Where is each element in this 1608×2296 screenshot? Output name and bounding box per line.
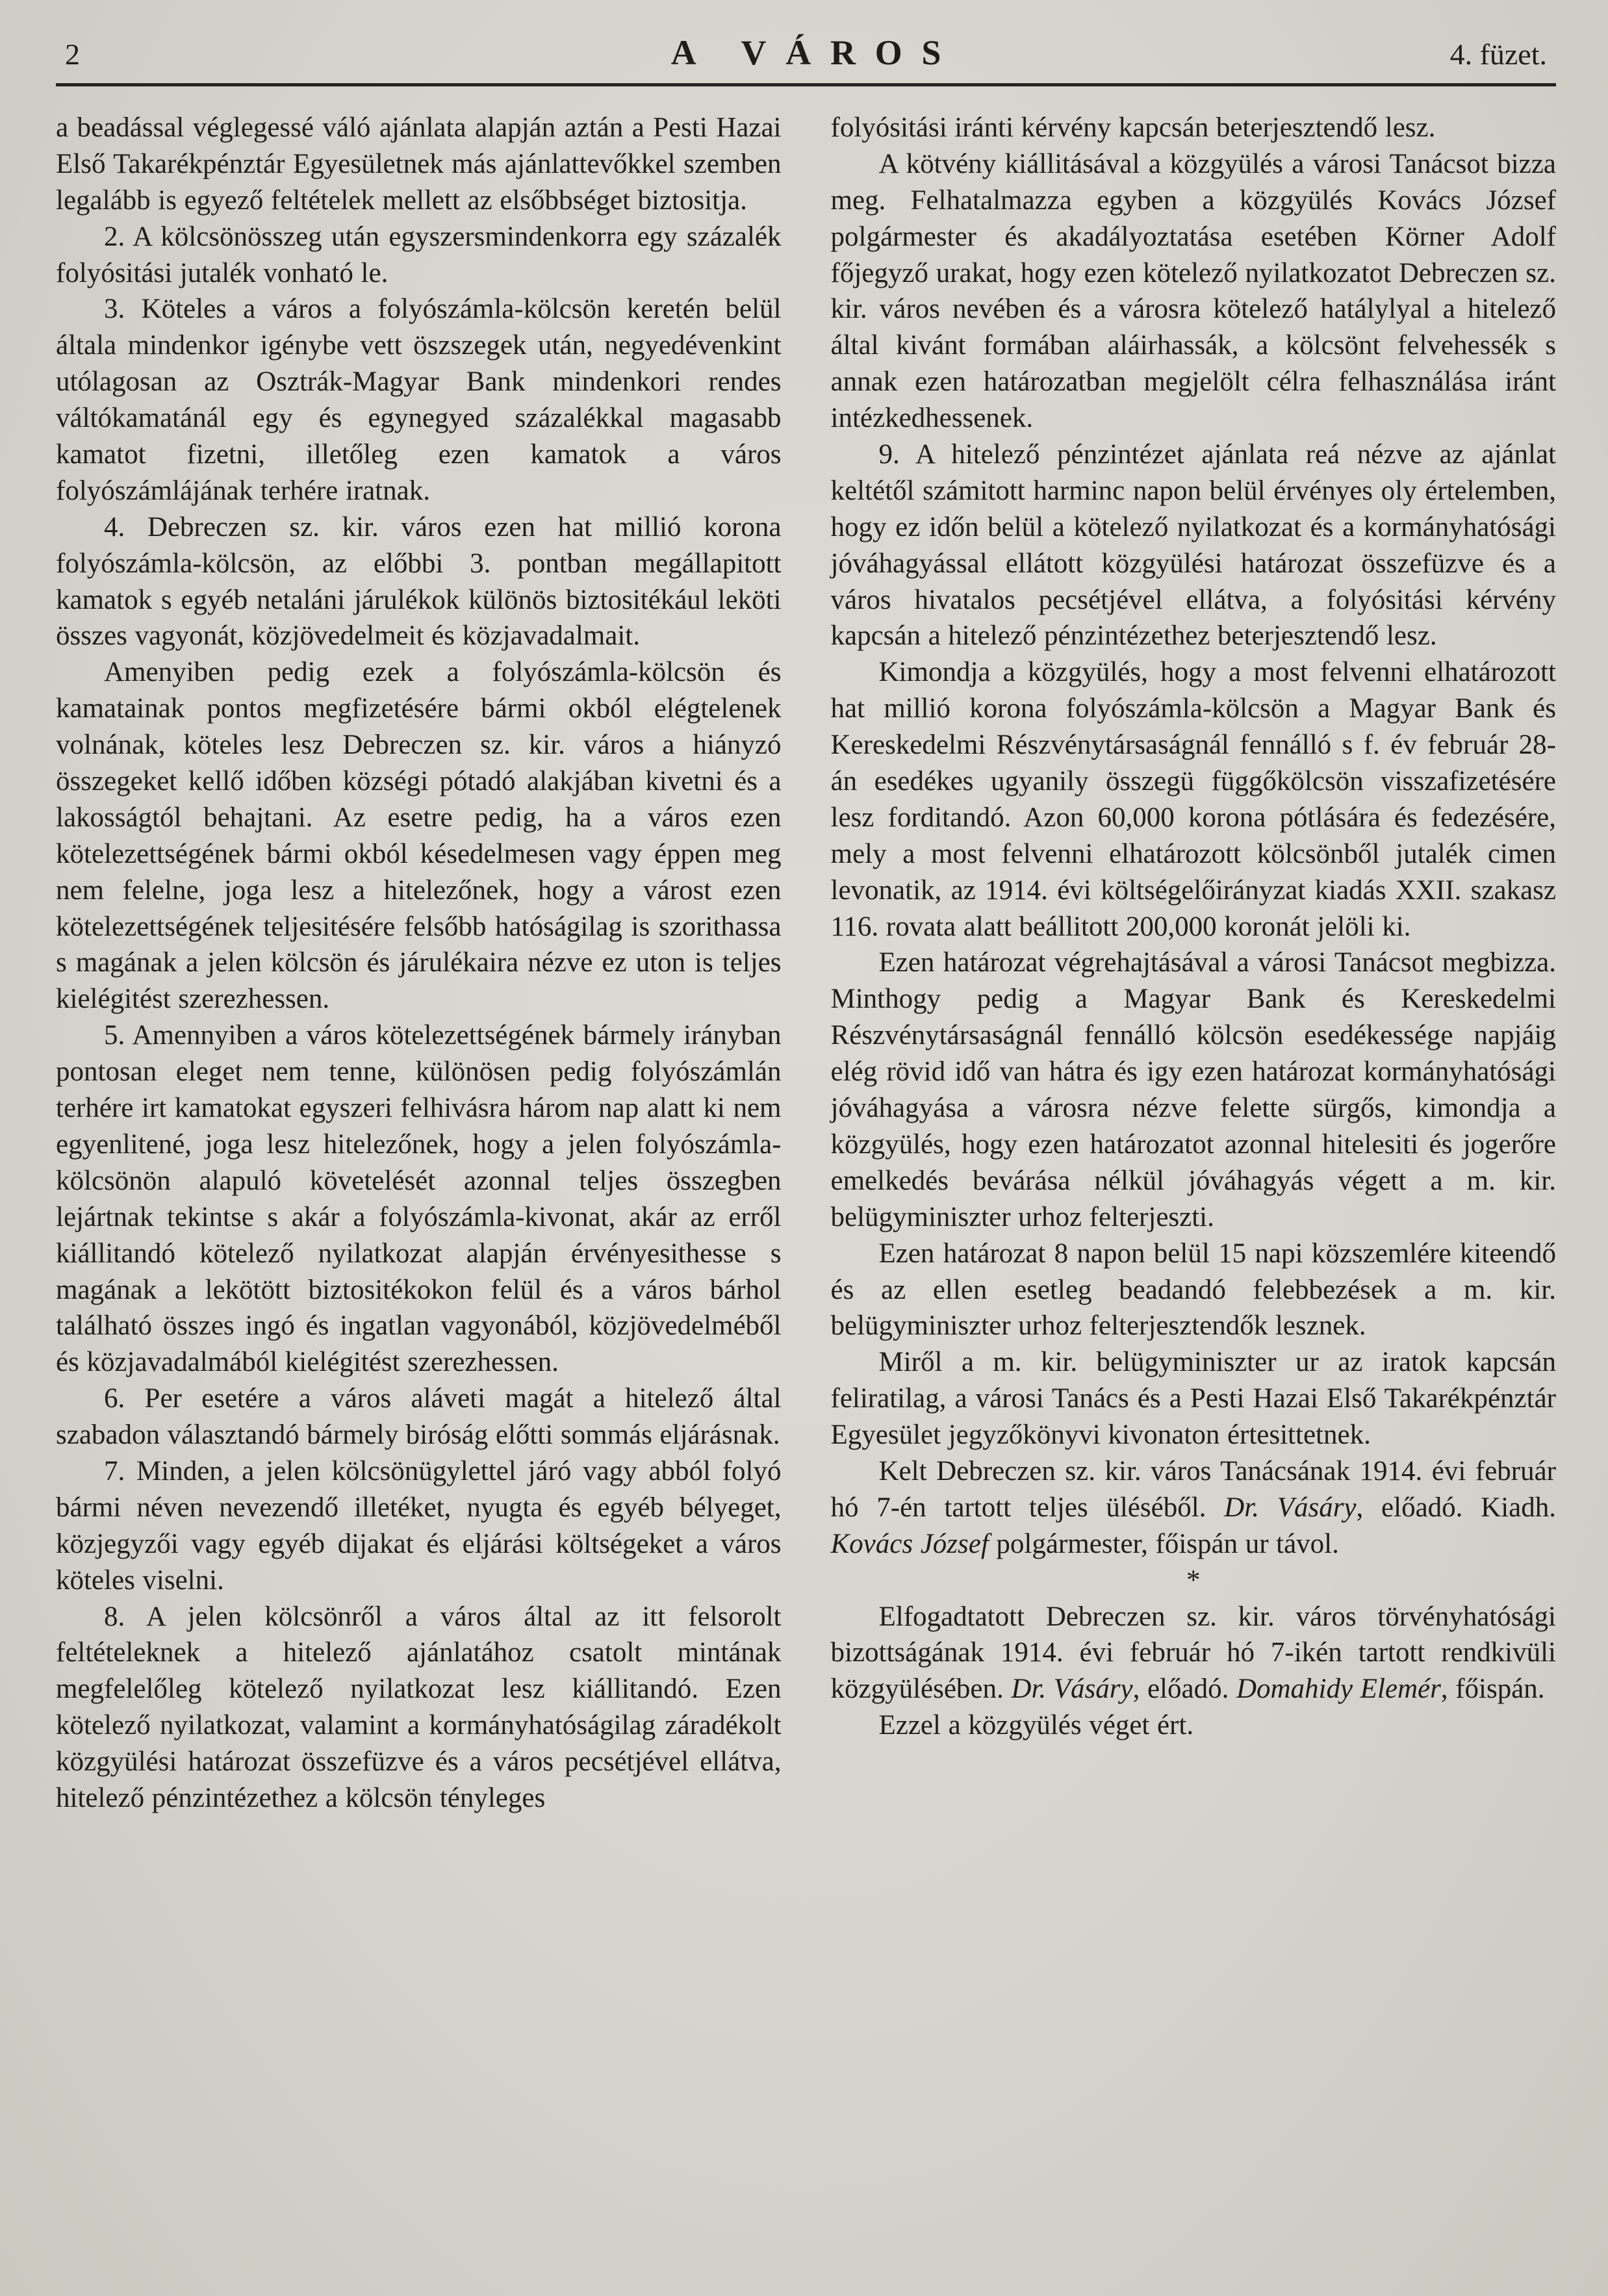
paragraph — [831, 945, 1557, 1235]
text-segment: A kötvény kiállitásával a közgyülés a városi Tanácsot bizza meg. Felhatalmazza egyben a közgyülés Kovács József polgármester és akadályoztatása esetében Körner Adolf főjegyző urakat, hogy ezen kötelező nyilatkozatot Debreczen sz. kir. város nevében és a városra kötelező hatálylyal a hitelező által kivánt formában aláirhassák, a kölcsönt felvehessék s annak ezen határozatban megjelölt célra felhasználása iránt intézkedhessenek. — [830, 148, 1556, 434]
paragraph — [56, 654, 782, 1017]
paragraph — [831, 1236, 1557, 1345]
paragraph — [56, 1599, 782, 1817]
text-segment: , főispán. — [1440, 1674, 1545, 1705]
text-segment: folyósitási iránti kérvény kapcsán beterjesztendő lesz. — [830, 112, 1436, 143]
text-columns — [56, 110, 1556, 1817]
text-segment: polgármester, főispán ur távol. — [988, 1528, 1339, 1559]
right-column — [831, 110, 1557, 1817]
text-segment: 4. Debreczen sz. kir. város ezen hat millió korona folyószámla-kölcsön, az előbbi 3. pontban megállapitott kamatok s egyéb netaláni járulékok különös biztositékául leköti összes vagyonát, közjövedelmeit és közjavadalmait. — [56, 511, 782, 652]
text-segment: Kelt Debreczen sz. kir. város Tanácsának 1914. évi február hó 7-én tartott teljes üléséből. — [830, 1455, 1556, 1523]
section-separator — [831, 1563, 1557, 1599]
text-segment: , előadó. Kiadh. — [1356, 1492, 1556, 1523]
header-rule — [56, 83, 1556, 86]
paragraph — [56, 110, 782, 219]
text-segment: Ezen határozat 8 napon belül 15 napi közszemlére kiteendő és az ellen esetleg beadandó felebbezések a m. kir. belügyminiszter urhoz felterjesztendők lesznek. — [830, 1238, 1556, 1342]
text-segment: , előadó. — [1132, 1674, 1236, 1705]
text-segment: 9. A hitelező pénzintézet ajánlata reá nézve az ajánlat keltétől számitott harminc napon belül érvényes oly értelemben, hogy ez időn belül a kötelező nyilatkozat és a kormányhatósági jóváhagyással ellátott közgyülési határozat összefüzve és a város hivatalos pecsétjével ellátva, a folyósitási kérvény kapcsán a hitelező pénzintézethez beterjesztendő lesz. — [830, 439, 1556, 652]
journal-title: A VÁROS — [670, 33, 961, 72]
paragraph — [56, 291, 782, 509]
paragraph — [56, 1453, 782, 1599]
paragraph — [56, 219, 782, 292]
italic-text-segment: Dr. Vásáry — [1224, 1492, 1357, 1523]
text-segment: 6. Per esetére a város aláveti magát a hitelező által szabadon választandó bármely biróság előtti sommás eljárásnak. — [56, 1383, 782, 1451]
paragraph — [831, 654, 1557, 945]
text-segment: Ezzel a közgyülés véget ért. — [878, 1710, 1194, 1741]
text-segment: 8. A jelen kölcsönről a város által az itt felsorolt feltételeknek a hitelező ajánlatához csatolt mintának megfelelőleg kötelező nyilatkozat lesz kiállitandó. Ezen kötelező nyilatkozat, valamint a kormányhatóságilag záradékolt közgyülési határozat összefüzve és a város pecsétjével ellátva, hitelező pénzintézethez a kölcsön tényleges — [56, 1601, 782, 1813]
text-segment: Ezen határozat végrehajtásával a városi Tanácsot megbizza. Minthogy pedig a Magyar Bank és Kereskedelmi Részvénytársaságnál fennálló kölcsön esedékessége napjáig elég rövid idő van hátra és igy ezen határozat kormányhatósági jóváhagyása a városra nézve felette sürgős, kimondja a közgyülés, hogy ezen határozatot azonnal hitelesiti és jogerőre emelkedés bevárása nélkül jóváhagyás végett a m. kir. belügyminiszter urhoz felterjeszti. — [830, 947, 1556, 1232]
text-segment: Miről a m. kir. belügyminiszter ur az iratok kapcsán feliratilag, a városi Tanács és a Pesti Hazai Első Takarékpénztár Egyesület jegyzőkönyvi kivonaton értesittetnek. — [830, 1347, 1556, 1451]
paragraph — [56, 1017, 782, 1381]
text-segment: a beadással véglegessé váló ajánlata alapján aztán a Pesti Hazai Első Takarékpénztár Egyesületnek más ajánlattevőkkel szemben legalább is egyező feltételek mellett az elsőbbséget biztositja. — [56, 112, 782, 216]
italic-text-segment: Dr. Vásáry — [1011, 1674, 1133, 1705]
text-segment: 2. A kölcsönösszeg után egyszersmindenkorra egy százalék folyósitási jutalék vonható le. — [56, 221, 782, 288]
paragraph — [56, 1381, 782, 1453]
issue-number: 4. füzet. — [1449, 38, 1547, 71]
left-column — [56, 110, 782, 1817]
paragraph — [831, 437, 1557, 654]
text-segment: * — [1186, 1564, 1201, 1596]
text-segment: 5. Amennyiben a város kötelezettségének bármely irányban pontosan eleget nem tenne, különösen pedig folyószámlán terhére irt kamatokat egyszeri felhivásra három nap alatt ki nem egyenlitené, joga lesz hitelezőnek, hogy a jelen folyószámla-kölcsönön alapuló követelését azonnal teljes összegben lejártnak tekintse s akár a folyószámla-kivonat, akár az erről kiállitandó kötelező nyilatkozat alapján érvényesithesse s magának a lekötött biztositékokon felül és a város bárhol található összes ingó és ingatlan vagyonából, közjövedelméből és közjavadalmából kielégitést szerezhessen. — [56, 1020, 782, 1378]
text-segment: 7. Minden, a jelen kölcsönügylettel járó vagy abból folyó bármi néven nevezendő illetéket, nyugta és egyéb bélyeget, közjegyzői vagy egyéb dijakat és eljárási költségeket a város köteles viselni. — [56, 1455, 782, 1596]
paragraph — [831, 1707, 1557, 1744]
paragraph — [56, 509, 782, 655]
paragraph — [831, 110, 1557, 146]
paragraph — [831, 146, 1557, 437]
page-header — [56, 19, 1556, 78]
text-segment: Elfogadtatott Debreczen sz. kir. város törvényhatósági bizottságának 1914. évi február hó 7-ikén tartott rendkivüli közgyülésében. — [830, 1601, 1556, 1705]
paragraph — [831, 1344, 1557, 1453]
paragraph — [831, 1599, 1557, 1708]
paragraph — [831, 1453, 1557, 1563]
text-segment: 3. Köteles a város a folyószámla-kölcsön keretén belül általa mindenkor igénybe vett öszszegek után, negyedévenkint utólagosan az Osztrák-Magyar Bank mindenkori rendes váltókamatánál egy és egynegyed százalékkal magasabb kamatot fizetni, illetőleg ezen kamatok a város folyószámlájának terhére iratnak. — [56, 294, 782, 506]
page-number: 2 — [65, 38, 80, 71]
text-segment: Kimondja a közgyülés, hogy a most felvenni elhatározott hat millió korona folyószámla-kölcsön a Magyar Bank és Kereskedelmi Részvénytársaságnál fennálló s f. év február 28-án esedékes ugyanily összegü függőkölcsön visszafizetésére lesz forditandó. Azon 60,000 korona pótlására és fedezésére, mely a most felvenni elhatározott kölcsönből jutalék cimen levonatik, az 1914. évi költségelőirányzat kiadás XXII. szakasz 116. rovata alatt beállitott 200,000 koronát jelöli ki. — [830, 657, 1556, 942]
text-segment: Amenyiben pedig ezek a folyószámla-kölcsön és kamatainak pontos megfizetésére bármi okból elégtelenek volnának, köteles lesz Debreczen sz. kir. város a hiányzó összegeket kellő időben községi pótadó alakjában kivetni és a lakosságtól behajtani. Az esetre pedig, ha a város ezen kötelezettségének bármi okból késedelmesen vagy éppen meg nem felelne, joga lesz a hitelezőnek, hogy a várost ezen kötelezettségének teljesitésére felsőbb hatóságilag is szorithassa s magának a jelen kölcsön és járulékaira nézve ez uton is teljes kielégitést szerezhessen. — [56, 657, 782, 1015]
italic-text-segment: Kovács József — [830, 1528, 989, 1559]
italic-text-segment: Domahidy Elemér — [1236, 1674, 1441, 1705]
